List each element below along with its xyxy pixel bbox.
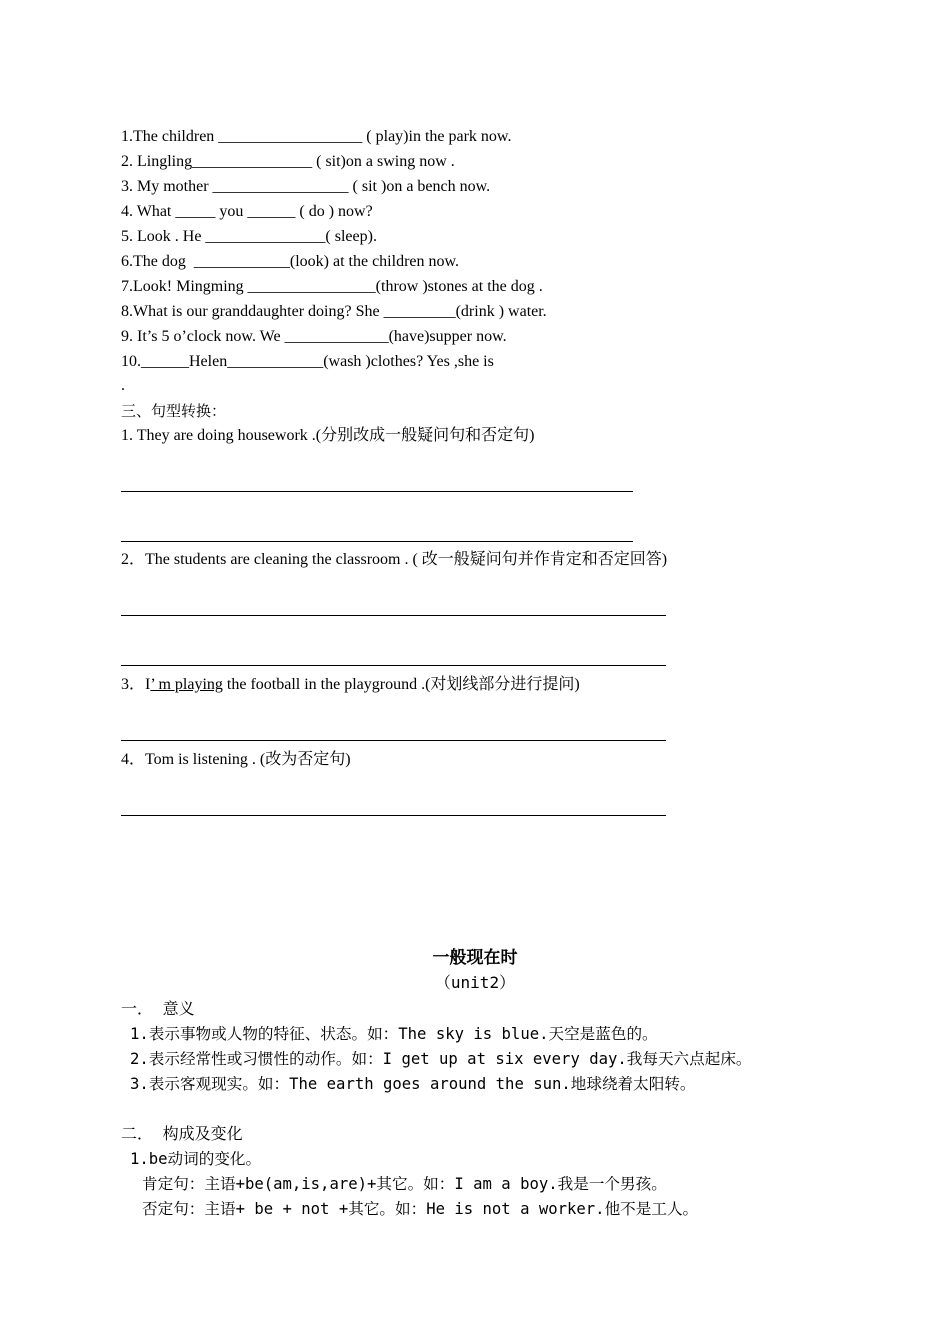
exercise-item-4: 4. What _____ you ______ ( do ) now? [121,203,373,220]
transform-question-1: 1. They are doing housework .(分别改成一般疑问句和否定句) [121,427,535,444]
underlined-phrase: ’ m playing [150,676,223,693]
meaning-item-1: 1.表示事物或人物的特征、状态。如：The sky is blue.天空是蓝色的。 [130,1025,658,1043]
exercise-item-2: 2. Lingling_______________ ( sit)on a swing now . [121,153,455,170]
answer-line[interactable] [121,665,666,666]
exercise-item-1: 1.The children __________________ ( play)in the park now. [121,128,512,145]
grammar-title: 一般现在时 [432,948,518,968]
exercise-item-5: 5. Look . He _______________( sleep). [121,228,377,245]
section-heading-meaning: 一． 意义 [121,999,195,1018]
exercise-item-8: 8.What is our granddaughter doing? She _________(drink ) water. [121,303,547,320]
transform-question-4: 4．Tom is listening . (改为否定句) [121,751,351,768]
structure-subheading: 1.be动词的变化。 [130,1150,262,1168]
transform-question-3 [121,675,580,695]
section-heading-structure: 二． 构成及变化 [121,1124,243,1143]
grammar-subtitle: （unit2） [434,973,516,992]
meaning-item-2: 2.表示经常性或习惯性的动作。如：I get up at six every day.我每天六点起床。 [130,1050,752,1068]
exercise-item-7: 7.Look! Mingming ________________(throw )stones at the dog . [121,278,543,295]
answer-line[interactable] [121,541,633,542]
transform-question-2: 2．The students are cleaning the classroom . ( 改一般疑问句并作肯定和否定回答) [121,551,668,568]
answer-line[interactable] [121,615,666,616]
exercise-item-10: 10.______Helen____________(wash )clothes? Yes ,she is [121,353,494,370]
exercise-item-9: 9. It’s 5 o’clock now. We _____________(have)supper now. [121,328,507,345]
affirmative-rule: 肯定句：主语+be(am,is,are)+其它。如：I am a boy.我是一个男孩。 [142,1175,667,1193]
exercise-item-10-continuation: . [121,377,125,394]
meaning-item-3: 3.表示客观现实。如：The earth goes around the sun.地球绕着太阳转。 [130,1075,696,1093]
answer-line[interactable] [121,740,666,741]
question-3-prefix: 3．I [121,676,151,693]
exercise-item-6: 6.The dog ____________(look) at the children now. [121,253,460,270]
question-3-suffix: the football in the playground .(对划线部分进行提问) [222,676,580,693]
answer-line[interactable] [121,815,666,816]
negative-rule: 否定句：主语+ be + not +其它。如：He is not a worker.他不是工人。 [142,1200,699,1218]
exercise-item-3: 3. My mother _________________ ( sit )on a bench now. [121,178,491,195]
answer-line[interactable] [121,491,633,492]
section-heading-transform: 三、句型转换： [121,402,227,420]
